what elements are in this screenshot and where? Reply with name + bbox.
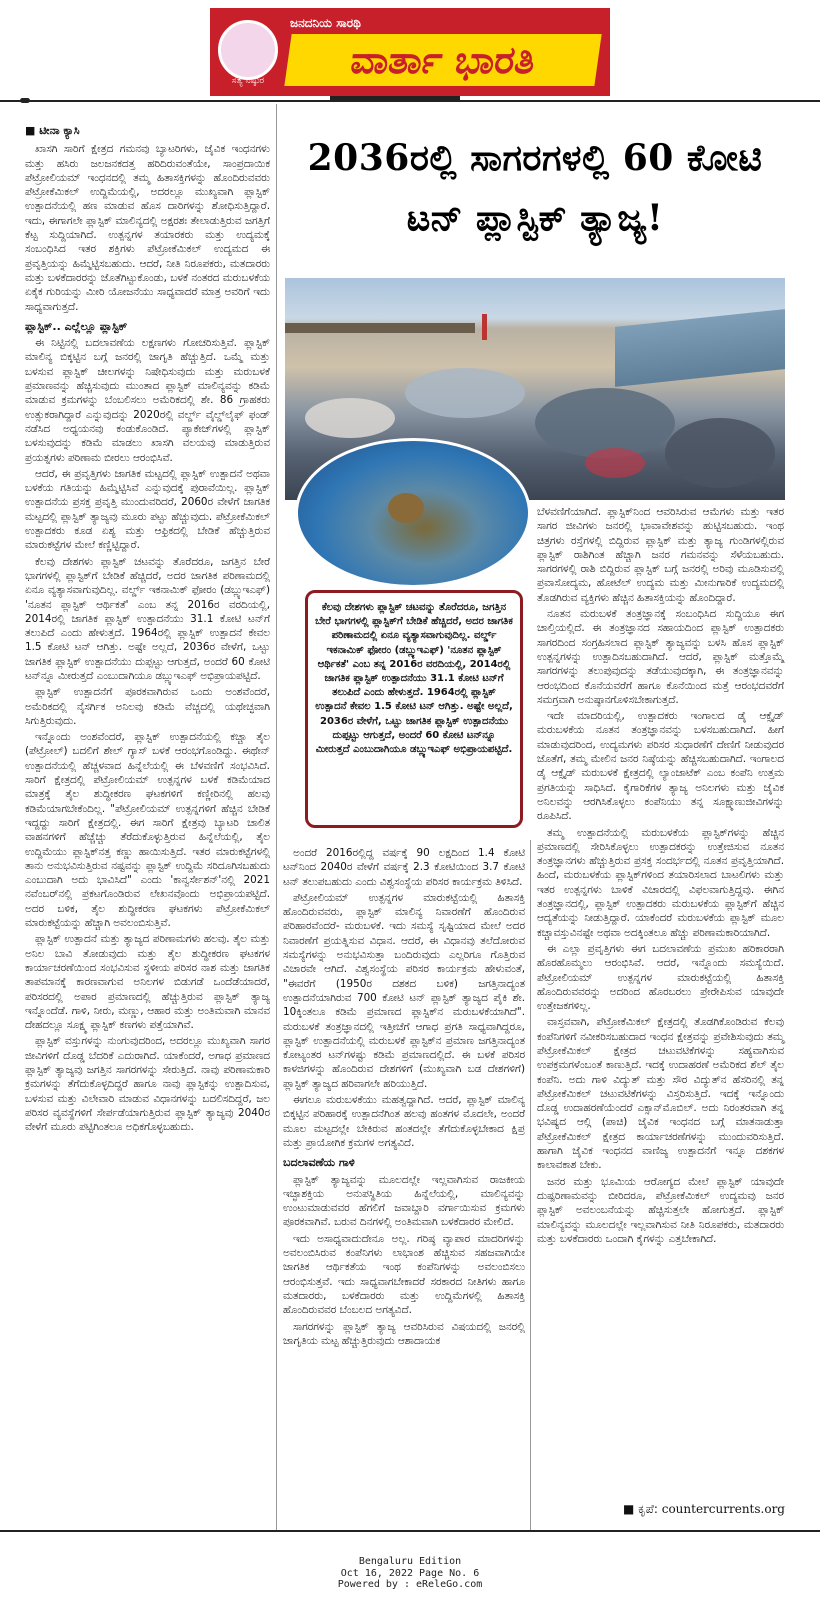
plastic-debris: [585, 448, 645, 478]
prev-article-fragment: [330, 96, 460, 102]
edition: Bengaluru Edition: [358, 1556, 462, 1567]
paragraph: ಪ್ಲಾಸ್ಟಿಕ್ ವಸ್ತುಗಳನ್ನು ನುಂಗುವುದರಿಂದ, ಅದರಲ್ಲೂ ಮುಖ್ಯವಾಗಿ ಸಾಗರ ಜೀವಿಗಳಿಗೆ ದೊಡ್ಡ ಬೆದರಿಕೆ ಎದುರಾಗಿದೆ. ಯಾಕೆಂದರೆ, ಅಗಾಧ ಪ್ರಮಾಣದ ಪ್ಲಾಸ್ಟಿಕ್ ತ್ಯಾಜ್ಯವು ಜಗತ್ತಿನ ಸಾಗರಗಳನ್ನು ಸೇರುತ್ತಿದೆ. ನಾವು ಪರಿಣಾಮಕಾರಿ ಕ್ರಮಗಳನ್ನು ತೆಗೆದುಕೊಳ್ಳದಿದ್ದರೆ ಹಾಗೂ ನಾವು ಪ್ಲಾಸ್ಟಿಕನ್ನು ಉತ್ಪಾದಿಸುವ, ಬಳಸುವ ಮತ್ತು ವಿಲೇವಾರಿ ಮಾಡುವ ವಿಧಾನಗಳನ್ನು ಬದಲಿಸದಿದ್ದರೆ, ಜಲ ಪರಿಸರ ವ್ಯವಸ್ಥೆಗಳಿಗೆ ಸೇರ್ಪಡೆಯಾಗುತ್ತಿರುವ ಪ್ಲಾಸ್ಟಿಕ್ ತ್ಯಾಜ್ಯವು 2040ರ ವೇಳೆಗೆ ಮೂರು ಪಟ್ಟಿಗಿಂತಲೂ ಅಧಿಕಗೊಳ್ಳಬಹುದು.: [25, 1035, 270, 1134]
newspaper-name: ವಾರ್ತಾ ಭಾರತಿ: [284, 34, 601, 86]
date-page: Oct 16, 2022 Page No. 6: [340, 1567, 480, 1579]
paragraph: ವಾಸ್ತವವಾಗಿ, ಪೆಟ್ರೋಕೆಮಿಕಲ್ ಕ್ಷೇತ್ರದಲ್ಲಿ ತೊಡಗಿಕೊಂಡಿರುವ ಕೆಲವು ಕಂಪೆನಿಗಳಿಗೆ ನವೀಕರಿಸಬಹುದಾದ ಇಂಧನ ಕ್ಷೇತ್ರವನ್ನು ಪ್ರವೇಶಿಸುವುದು ತಮ್ಮ ಪೆಟ್ರೋಕೆಮಿಕಲ್ ಕ್ಷೇತ್ರದ ಚಟುವಟಿಕೆಗಳನ್ನು ಸಹ್ಯವಾಗಿಸುವ ಉಪಕ್ರಮಗಳೆಂಬಂತೆ ಕಾಣುತ್ತಿದೆ. ಇದಕ್ಕೆ ಉದಾಹರಣೆ ಅಮೆರಿಕದ ಶೆಲ್ ತೈಲ ಕಂಪೆನಿ. ಅದು ಗಾಳಿ ವಿದ್ಯುತ್ ಮತ್ತು ಸೌರ ವಿದ್ಯುತ್‌ನ ಹೆಸರಿನಲ್ಲಿ ತನ್ನ ಪೆಟ್ರೋಕೆಮಿಕಲ್ ಚಟುವಟಿಕೆಗಳನ್ನು ವಿಸ್ತರಿಸುತ್ತಿದೆ. ಇದಕ್ಕೆ ಇನ್ನೊಂದು ದೊಡ್ಡ ಉದಾಹರಣೆಯೆಂದರೆ ಎಕ್ಸಾನ್‌ಮೊಬಿಲ್. ಅದು ನಿರಂತರವಾಗಿ ತನ್ನ ಭವಿಷ್ಯದ ಆಲ್ಗಿ (ಪಾಚಿ) ಜೈವಿಕ ಇಂಧನದ ಬಗ್ಗೆ ಮಾತನಾಡುತ್ತಾ ಪೆಟ್ರೋಕೆಮಿಕಲ್ ಕ್ಷೇತ್ರದ ಕಾರ್ಯಾಚರಣೆಗಳನ್ನು ಮುಂದುವರಿಸುತ್ತಿದೆ. ಹಾಗಾಗಿ ಜೈವಿಕ ಇಂಧನದ ವಾಣಿಜ್ಯ ಉತ್ಪಾದನೆಗೆ ಇನ್ನೂ ದಶಕಗಳ ಕಾಲಾವಕಾಶ ಬೇಕು.: [537, 1016, 784, 1172]
paragraph: ನೂತನ ಮರುಬಳಕೆ ತಂತ್ರಜ್ಞಾನಕ್ಕೆ ಸಂಬಂಧಿಸಿದ ಸುದ್ದಿಯೂ ಈಗ ಚಾಲ್ತಿಯಲ್ಲಿದೆ. ಈ ತಂತ್ರಜ್ಞಾನದ ಸಹಾಯದಿಂದ ಪ್ಲಾಸ್ಟಿಕ್ ಉತ್ಪಾದಕರು ಸಾಗರದಿಂದ ಸಂಗ್ರಹಿಸಲಾದ ಪ್ಲಾಸ್ಟಿಕ್ ತ್ಯಾಜ್ಯವನ್ನು ಬಳಸಿ ಹೊಸ ಪ್ಲಾಸ್ಟಿಕ್ ಉತ್ಪನ್ನಗಳನ್ನು ಉತ್ಪಾದಿಸಬಹುದಾಗಿದೆ. ಆದರೆ, ಪ್ಲಾಸ್ಟಿಕ್ ಮತ್ತೊಮ್ಮೆ ಸಾಗರಗಳನ್ನು ತಲುಪುವುದನ್ನು ತಡೆಯುವುದಕ್ಕಾಗಿ, ಈ ತಂತ್ರಜ್ಞಾನವನ್ನು ಆರಂಭದಿಂದ ಕೊನೆಯವರೆಗೆ ಹಾಗೂ ಕೊನೆಯಿಂದ ಮತ್ತೆ ಆರಂಭದವರೆಗೆ ಸಮಗ್ರವಾಗಿ ಅನುಷ್ಠಾನಗೊಳಿಸಬೇಕಾಗುತ್ತದೆ.: [537, 608, 784, 706]
turtle-head: [388, 493, 424, 523]
prev-article-fragment: [20, 98, 30, 103]
masthead: [210, 8, 610, 96]
paragraph: ಈ ಎಲ್ಲಾ ಪ್ರವೃತ್ತಿಗಳು ಈಗ ಬದಲಾವಣೆಯ ಪ್ರಮುಖ ಹರಿಕಾರರಾಗಿ ಹೊರಹೊಮ್ಮಲು ಆರಂಭಿಸಿವೆ. ಆದರೆ, ಇನ್ನೊಂದು ಸಮಸ್ಯೆಯಿದೆ. ಪೆಟ್ರೋಲಿಯಮ್ ಉತ್ಪನ್ನಗಳ ಮಾರುಕಟ್ಟೆಯಲ್ಲಿ ಹಿತಾಸಕ್ತಿ ಹೊಂದಿರುವವರನ್ನು ಅದರಿಂದ ಹೊರಬರಲು ಪ್ರೇರೇಪಿಸುವ ಯಾವುದೇ ಉತ್ತೇಜಕಗಳಿಲ್ಲ.: [537, 942, 784, 1013]
credit-label: ■ ಕೃಪೆ:: [622, 1502, 658, 1516]
sea-area: [615, 309, 785, 387]
paragraph: ಕೆಲವು ದೇಶಗಳು ಪ್ಲಾಸ್ಟಿಕ್ ಚಟವನ್ನು ತೊರೆದರೂ, ಜಗತ್ತಿನ ಬೇರೆ ಭಾಗಗಳಲ್ಲಿ ಪ್ಲಾಸ್ಟಿಕ್‌ಗೆ ಬೇಡಿಕೆ ಹೆಚ್ಚಿದರೆ, ಅದರ ಜಾಗತಿಕ ಪರಿಣಾಮದಲ್ಲಿ ಏನೂ ವ್ಯತ್ಯಾಸವಾಗುವುದಿಲ್ಲ. ವರ್ಲ್ಡ್ ಇಕನಾಮಿಕ್ ಫೋರಂ (ಡಬ್ಲ್ಯುಇಎಫ್) 'ನೂತನ ಪ್ಲಾಸ್ಟಿಕ್ ಆರ್ಥಿಕತೆ' ಎಂಬ ತನ್ನ 2016ರ ವರದಿಯಲ್ಲಿ, 2014ರಲ್ಲಿ ಜಾಗತಿಕ ಪ್ಲಾಸ್ಟಿಕ್ ಉತ್ಪಾದನೆಯು 31.1 ಕೋಟಿ ಟನ್‌ಗೆ ತಲುಪಿದೆ ಎಂದು ಹೇಳುತ್ತದೆ. 1964ರಲ್ಲಿ ಪ್ಲಾಸ್ಟಿಕ್ ಉತ್ಪಾದನೆ ಕೇವಲ 1.5 ಕೋಟಿ ಟನ್ ಆಗಿತ್ತು. ಅಷ್ಟೇ ಅಲ್ಲದೆ, 2036ರ ವೇಳೆಗೆ, ಒಟ್ಟು ಜಾಗತಿಕ ಪ್ಲಾಸ್ಟಿಕ್ ಉತ್ಪಾದನೆಯು ದುಪ್ಪಟ್ಟು ಆಗುತ್ತದೆ, ಅಂದರೆ 60 ಕೋಟಿ ಟನ್‌ನ್ನೂ ಮೀರುತ್ತದೆ ಎಂಬುದಾಗಿಯೂ ಡಬ್ಲ್ಯುಇಎಫ್ ಅಭಿಪ್ರಾಯಪಟ್ಟಿದೆ.: [25, 555, 270, 682]
lighthouse: [482, 314, 487, 340]
pull-quote: ಕೆಲವು ದೇಶಗಳು ಪ್ಲಾಸ್ಟಿಕ್ ಚಟವನ್ನು ತೊರೆದರೂ, ಜಗತ್ತಿನ ಬೇರೆ ಭಾಗಗಳಲ್ಲಿ ಪ್ಲಾಸ್ಟಿಕ್‌ಗೆ ಬೇಡಿಕೆ ಹೆಚ್ಚಿದರೆ, ಅದರ ಜಾಗತಿಕ ಪರಿಣಾಮದಲ್ಲಿ ಏನೂ ವ್ಯತ್ಯಾಸವಾಗುವುದಿಲ್ಲ. ವರ್ಲ್ಡ್ ಇಕನಾಮಿಕ್ ಫೋರಂ (ಡಬ್ಲ್ಯುಇಎಫ್) 'ನೂತನ ಪ್ಲಾಸ್ಟಿಕ್ ಆರ್ಥಿಕತೆ' ಎಂಬ ತನ್ನ 2016ರ ವರದಿಯಲ್ಲಿ, 2014ರಲ್ಲಿ ಜಾಗತಿಕ ಪ್ಲಾಸ್ಟಿಕ್ ಉತ್ಪಾದನೆಯು 31.1 ಕೋಟಿ ಟನ್‌ಗೆ ತಲುಪಿದೆ ಎಂದು ಹೇಳುತ್ತದೆ. 1964ರಲ್ಲಿ ಪ್ಲಾಸ್ಟಿಕ್ ಉತ್ಪಾದನೆ ಕೇವಲ 1.5 ಕೋಟಿ ಟನ್ ಆಗಿತ್ತು. ಅಷ್ಟೇ ಅಲ್ಲದೆ, 2036ರ ವೇಳೆಗೆ, ಒಟ್ಟು ಜಾಗತಿಕ ಪ್ಲಾಸ್ಟಿಕ್ ಉತ್ಪಾದನೆಯು ದುಪ್ಪಟ್ಟು ಆಗುತ್ತದೆ, ಅಂದರೆ 60 ಕೋಟಿ ಟನ್‌ನ್ನೂ ಮೀರುತ್ತದೆ ಎಂಬುದಾಗಿಯೂ ಡಬ್ಲ್ಯುಇಎಫ್ ಅಭಿಪ್ರಾಯಪಟ್ಟಿದೆ.: [305, 590, 523, 828]
turtle-photo: [295, 438, 531, 588]
paragraph: ಈ ನಿಟ್ಟಿನಲ್ಲಿ ಬದಲಾವಣೆಯ ಲಕ್ಷಣಗಳು ಗೋಚರಿಸುತ್ತಿವೆ. ಪ್ಲಾಸ್ಟಿಕ್ ಮಾಲಿನ್ಯ ಬಿಕ್ಕಟ್ಟಿನ ಬಗ್ಗೆ ಜನರಲ್ಲಿ ಜಾಗೃತಿ ಹೆಚ್ಚುತ್ತಿದೆ. ಒಮ್ಮೆ ಮತ್ತು ಬಳಸುವ ಪ್ಲಾಸ್ಟಿಕ್ ಚೀಲಗಳನ್ನು ನಿಷೇಧಿಸುವುದು ಮತ್ತು ಮರುಬಳಕೆ ಪ್ರಮಾಣವನ್ನು ಹೆಚ್ಚಿಸುವುದು ಮುಂತಾದ ಪ್ಲಾಸ್ಟಿಕ್ ಮಾಲಿನ್ಯವನ್ನು ಕಡಿಮೆ ಮಾಡುವ ಕ್ರಮಗಳನ್ನು ಬೆಂಬಲಿಸಲು ಅಮೆರಿಕದಲ್ಲಿ ಶೇ. 86 ಗ್ರಾಹಕರು ಉತ್ಸುಕರಾಗಿದ್ದಾರೆ ಎನ್ನುವುದನ್ನು 2020ರಲ್ಲಿ ವರ್ಲ್ಡ್ ವೈಲ್ಡ್‌ಲೈಫ್ ಫಂಡ್ ನಡೆಸಿದ ಅಧ್ಯಯನವು ಕಂಡುಕೊಂಡಿದೆ. ಪ್ಯಾಕೇಜ್‌ಗಳಲ್ಲಿ ಪ್ಲಾಸ್ಟಿಕ್ ಬಳಸುವುದನ್ನು ಕಡಿಮೆ ಮಾಡಲು ಖಾಸಗಿ ವಲಯವು ಮಾಡುತ್ತಿರುವ ಪ್ರಯತ್ನಗಳು ಪರಿಣಾಮ ಬೀರಲು ಆರಂಭಿಸಿವೆ.: [25, 337, 270, 464]
article-column-2: [283, 846, 525, 1350]
byline: ■ ಟೀನಾ ಕ್ಯಾಸಿ: [25, 124, 80, 137]
plastic-debris: [665, 418, 775, 488]
logo-caption: ಸತ್ಯ ನಿಷ್ಠುರ: [231, 76, 265, 86]
paragraph: ತಮ್ಮ ಉತ್ಪಾದನೆಯಲ್ಲಿ ಮರುಬಳಕೆಯ ಪ್ಲಾಸ್ಟಿಕ್‌ಗಳನ್ನು ಹೆಚ್ಚಿನ ಪ್ರಮಾಣದಲ್ಲಿ ಸೇರಿಸಿಕೊಳ್ಳಲು ಉತ್ಪಾದಕರನ್ನು ಉತ್ತೇಜಿಸುವ ನೂತನ ತಂತ್ರಜ್ಞಾನಗಳು ಹೆಚ್ಚುತ್ತಿರುವ ಪ್ರಸಕ್ತ ಸಂದರ್ಭದಲ್ಲಿ ನೂತನ ಪ್ರವೃತ್ತಿಯಾಗಿದೆ. ಹಿಂದೆ, ಮರುಬಳಕೆಯ ಪ್ಲಾಸ್ಟಿಕ್‌ಗಳಿಂದ ತಯಾರಿಸಲಾದ ಬಾಟಲಿಗಳು ಮತ್ತು ಇತರ ಉತ್ಪನ್ನಗಳು ಬಾಳಿಕೆ ವಿಚಾರದಲ್ಲಿ ವಿಫಲವಾಗುತ್ತಿದ್ದವು. ಈಗಿನ ತಂತ್ರಜ್ಞಾನದಲ್ಲಿ, ಪ್ಲಾಸ್ಟಿಕ್ ಉತ್ಪಾದಕರು ಮರುಬಳಕೆಯ ಪ್ಲಾಸ್ಟಿಕ್‌ಗೆ ಹೆಚ್ಚಿನ ಆದ್ಯತೆಯನ್ನು ನೀಡುತ್ತಿದ್ದಾರೆ. ಯಾಕೆಂದರೆ ಮರುಬಳಕೆಯ ಪ್ಲಾಸ್ಟಿಕ್ ಮೂಲ ಕಚ್ಚಾವಸ್ತುವಿನಷ್ಟೇ ಅಥವಾ ಅದಕ್ಕಿಂತಲೂ ಹೆಚ್ಚು ಪರಿಣಾಮಕಾರಿಯಾಗಿದೆ.: [537, 826, 784, 939]
subheading: ಬದಲಾವಣೆಯ ಗಾಳಿ: [283, 1156, 355, 1170]
powered-by: Powered by : eReleGo.com: [337, 1579, 483, 1590]
paragraph: ಇದೇ ಮಾದರಿಯಲ್ಲಿ, ಉತ್ಪಾದಕರು ಇಂಗಾಲದ ಡೈ ಆಕ್ಸೈಡ್ ಮರುಬಳಕೆಯ ನೂತನ ತಂತ್ರಜ್ಞಾನವನ್ನು ಬಳಸಬಹುದಾಗಿದೆ. ಹೀಗೆ ಮಾಡುವುದರಿಂದ, ಉದ್ಯಮಗಳು ಪರಿಸರ ಸುಧಾರಣೆಗೆ ದೇಣಿಗೆ ನೀಡುವುದರ ಜೊತೆಗೆ, ತಮ್ಮ ಮೇಲಿನ ಜನರ ನಿಷ್ಠೆಯನ್ನು ಹೆಚ್ಚಿಸಬಹುದಾಗಿದೆ. ಇಂಗಾಲದ ಡೈ ಆಕ್ಸೈಡ್ ಮರುಬಳಕೆ ಕ್ಷೇತ್ರದಲ್ಲಿ ಲ್ಯಾಂಜಾಟೆಕ್ ಎಂಬ ಕಂಪೆನಿ ಉತ್ತಮ ಪ್ರಗತಿಯನ್ನು ಸಾಧಿಸಿದೆ. ಕೈಗಾರಿಕೆಗಳ ತ್ಯಾಜ್ಯ ಅನಿಲಗಳು ಮತ್ತು ಜೈವಿಕ ಅನಿಲವನ್ನು ಆರಗಿಸಿಕೊಳ್ಳಲು ಕಂಪೆನಿಯು ತನ್ನ ಸೂಕ್ಷ್ಮಾಣುಜೀವಿಗಳನ್ನು ರೂಪಿಸಿದೆ.: [537, 710, 784, 823]
paragraph: ಪ್ಲಾಸ್ಟಿಕ್ ಉತ್ಪಾದನೆ ಮತ್ತು ತ್ಯಾಜ್ಯದ ಪರಿಣಾಮಗಳು ಹಲವು. ತೈಲ ಮತ್ತು ಅನಿಲ ಬಾವಿ ತೋಡುವುದು ಮತ್ತು ತೈಲ ಶುದ್ಧೀಕರಣ ಘಟಕಗಳ ಕಾರ್ಯಾಚರಣೆಯಿಂದ ಸಂಭವಿಸುವ ಸ್ಥಳೀಯ ಪರಿಸರ ನಾಶ ಮತ್ತು ಜಾಗತಿಕ ತಾಪಮಾನಕ್ಕೆ ಕಾರಣವಾಗುವ ಅನಿಲಗಳ ಬಿಡುಗಡೆ ಒಂದೆಡೆಯಾದರೆ, ಪರಿಸರದಲ್ಲಿ ಅಪಾರ ಪ್ರಮಾಣದಲ್ಲಿ ಹೆಚ್ಚುತ್ತಿರುವ ಪ್ಲಾಸ್ಟಿಕ್ ತ್ಯಾಜ್ಯ ಇನ್ನೊಂದೆಡೆ. ಗಾಳಿ, ನೀರು, ಮಣ್ಣು, ಆಹಾರ ಮತ್ತು ಅಂತಿಮವಾಗಿ ಮಾನವ ದೇಹದಲ್ಲೂ ಸೂಕ್ಷ್ಮ ಪ್ಲಾಸ್ಟಿಕ್ ಕಣಗಳು ಪತ್ತೆಯಾಗಿವೆ.: [25, 933, 270, 1032]
masthead-tagline: ಜನದನಿಯ ಸಾರಥಿ: [290, 16, 361, 30]
paragraph: ಬೆಳವಣಿಗೆಯಾಗಿದೆ. ಪ್ಲಾಸ್ಟಿಕ್‌ನಿಂದ ಆವರಿಸಿರುವ ಆಮೆಗಳು ಮತ್ತು ಇತರ ಸಾಗರ ಜೀವಿಗಳು ಜನರಲ್ಲಿ ಭಾವಾವೇಶವನ್ನು ಹುಟ್ಟಿಸಬಹುದು. ಇಂಥ ಚಿತ್ರಗಳು ರಸ್ತೆಗಳಲ್ಲಿ ಬಿದ್ದಿರುವ ಪ್ಲಾಸ್ಟಿಕ್ ಮತ್ತು ತ್ಯಾಜ್ಯ ಗುಂಡಿಗಳಲ್ಲಿರುವ ಪ್ಲಾಸ್ಟಿಕ್ ರಾಶಿಗಿಂತ ಹೆಚ್ಚಾಗಿ ಜನರ ಗಮನವನ್ನು ಸೆಳೆಯಬಹುದು. ಸಾಗರಗಳಲ್ಲಿ ರಾಶಿ ಬಿದ್ದಿರುವ ಪ್ಲಾಸ್ಟಿಕ್ ಬಗ್ಗೆ ಜನರಲ್ಲಿ ಅರಿವು ಮೂಡಿಸುವಲ್ಲಿ ಪ್ರವಾಸೋದ್ಯಮ, ಹೋಟೆಲ್ ಉದ್ಯಮ ಮತ್ತು ಮೀನುಗಾರಿಕೆ ಉದ್ಯಮದಲ್ಲಿ ತೊಡಗಿರುವ ವ್ಯಕ್ತಿಗಳು ಹೆಚ್ಚಿನ ಹಿತಾಸಕ್ತಿಯನ್ನು ಹೊಂದಿದ್ದಾರೆ.: [537, 506, 784, 604]
paragraph: ಇದು ಅಸಾಧ್ಯವಾದುದೇನೂ ಅಲ್ಲ. ಗರಿಷ್ಠ ವ್ಯಾಪಾರ ಮಾದರಿಗಳನ್ನು ಅವಲಂಬಿಸಿರುವ ಕಂಪೆನಿಗಳು ಲಾಭಾಂಶ ಹೆಚ್ಚಿಸುವ ಸಹಜವಾಗಿಯೇ ಜಾಗತಿಕ ಆರ್ಥಿಕತೆಯ ಇಂಥ ಕಂಪೆನಿಗಳನ್ನು ಅವಲಂಬಿಸಲು ಆರಂಭಿಸುತ್ತವೆ. ಇದು ಸಾಧ್ಯವಾಗಬೇಕಾದರೆ ಸರಕಾರದ ನೀತಿಗಳು ಹಾಗೂ ಮತದಾರರು, ಬಳಕೆದಾರರು ಮತ್ತು ಉದ್ದಿಮೆಗಳಲ್ಲಿ ಹಿತಾಸಕ್ತಿ ಹೊಂದಿರುವವರ ಬೆಂಬಲದ ಅಗತ್ಯವಿದೆ.: [283, 1232, 525, 1317]
paragraph: ಪೆಟ್ರೋಲಿಯಮ್ ಉತ್ಪನ್ನಗಳ ಮಾರುಕಟ್ಟೆಯಲ್ಲಿ ಹಿತಾಸಕ್ತಿ ಹೊಂದಿರುವವರು, ಪ್ಲಾಸ್ಟಿಕ್ ಮಾಲಿನ್ಯ ನಿವಾರಣೆಗೆ ಹೊಂದಿರುವ ಪರಿಹಾರವೆಂದರೆ- ಮರುಬಳಕೆ. ಇದು ಸಮಸ್ಯೆ ಸೃಷ್ಟಿಯಾದ ಮೇಲೆ ಅದರ ನಿವಾರಣೆಗೆ ಪ್ರಯತ್ನಿಸುವ ವಿಧಾನ. ಆದರೆ, ಈ ವಿಧಾನವು ತಲೆದೋರುವ ಸಮಸ್ಯೆಗಳನ್ನು ಅನುಭವಿಸುತ್ತಾ ಬಂದಿರುವುದು ಎಲ್ಲರಿಗೂ ಗೊತ್ತಿರುವ ವಿಚಾರವೇ ಆಗಿದೆ. ವಿಶ್ವಸಂಸ್ಥೆಯ ಪರಿಸರ ಕಾರ್ಯಕ್ರಮ ಹೇಳುವಂತೆ, "ಈವರೆಗೆ (1950ರ ದಶಕದ ಬಳಿಕ) ಜಗತ್ತಿನಾದ್ಯಂತ ಉತ್ಪಾದನೆಯಾಗಿರುವ 700 ಕೋಟಿ ಟನ್ ಪ್ಲಾಸ್ಟಿಕ್ ತ್ಯಾಜ್ಯದ ಪೈಕಿ ಶೇ. 10ಕ್ಕಿಂತಲೂ ಕಡಿಮೆ ಪ್ರಮಾಣದ ಪ್ಲಾಸ್ಟಿಕ್‌ನ ಮರುಬಳಕೆಯಾಗಿದೆ". ಮರುಬಳಕೆ ತಂತ್ರಜ್ಞಾನದಲ್ಲಿ ಇತ್ತೀಚೆಗೆ ಆಗಾಧ ಪ್ರಗತಿ ಸಾಧ್ಯವಾಗಿದ್ದರೂ, ಪ್ಲಾಸ್ಟಿಕ್ ಉತ್ಪಾದನೆಯಲ್ಲಿ ಮರುಬಳಕೆ ಪ್ಲಾಸ್ಟಿಕ್‌ನ ಪ್ರಮಾಣ ಜಗತ್ತಿನಾದ್ಯಂತ ಕೋಟ್ಯಂತರ ಟನ್‌ಗಳಷ್ಟು ಕಡಿಮೆ ಪ್ರಮಾಣದಲ್ಲಿದೆ. ಈ ಬಳಕೆ ಪರಿಸರ ಕಾಳಜಿಗಳನ್ನು ಹೊಂದಿರುವ ದೇಶಗಳಿಗೆ (ಮುಖ್ಯವಾಗಿ ಬಡ ದೇಶಗಳಿಗೆ) ಪ್ಲಾಸ್ಟಿಕ್ ತ್ಯಾಜ್ಯದ ಹರಿವಾಗಲೇ ಹರಿಯುತ್ತಿದೆ.: [283, 891, 525, 1090]
newspaper-logo-icon: [218, 20, 278, 80]
paragraph: ಅಂದರೆ 2016ರಲ್ಲಿದ್ದ ವರ್ಷಕ್ಕೆ 90 ಲಕ್ಷದಿಂದ 1.4 ಕೋಟಿ ಟನ್‌ನಿಂದ 2040ರ ವೇಳೆಗೆ ವರ್ಷಕ್ಕೆ 2.3 ಕೋಟಿಯಿಂದ 3.7 ಕೋಟಿ ಟನ್ ತಲುಪಬಹುದು ಎಂದು ವಿಶ್ವಸಂಸ್ಥೆಯ ಪರಿಸರ ಕಾರ್ಯಕ್ರಮ ತಿಳಿಸಿದೆ.: [283, 847, 525, 888]
paragraph: ಖಾಸಗಿ ಸಾರಿಗೆ ಕ್ಷೇತ್ರದ ಗಮನವು ಬ್ಯಾಟರಿಗಳು, ಜೈವಿಕ ಇಂಧನಗಳು ಮತ್ತು ಹಸಿರು ಜಲಜನಕದತ್ತ ಹರಿದಿರುವಂತೆಯೇ, ಸಾಂಪ್ರದಾಯಿಕ ಪೆಟ್ರೋಲಿಯಮ್ ಇಂಧನದಲ್ಲಿ ತಮ್ಮ ಹಿತಾಸಕ್ತಿಗಳನ್ನು ಹೊಂದಿರುವವರು ಪೆಟ್ರೋಕೆಮಿಕಲ್ ಉದ್ದಿಮೆಯಲ್ಲಿ, ಅದರಲ್ಲೂ ಮುಖ್ಯವಾಗಿ ಪ್ಲಾಸ್ಟಿಕ್ ಉತ್ಪಾದನೆಯಲ್ಲಿ ಹಣ ಮಾಡುವ ಹೊಸ ದಾರಿಗಳನ್ನು ಶೋಧಿಸುತ್ತಿದ್ದಾರೆ. ಇದು, ಈಗಾಗಲೇ ಪ್ಲಾಸ್ಟಿಕ್ ಮಾಲಿನ್ಯದಲ್ಲಿ ಅಕ್ಷರಶಃ ತೇಲಾಡುತ್ತಿರುವ ಜಗತ್ತಿಗೆ ಕೆಟ್ಟ ಸುದ್ದಿಯಾಗಿದೆ. ಉತ್ಪನ್ನಗಳ ತಯಾರಕರು ಮತ್ತು ಉದ್ಯಮಕ್ಕೆ ಸಂಬಂಧಿಸಿದ ಇತರ ಶಕ್ತಿಗಳು ಪೆಟ್ರೋಕೆಮಿಕಲ್ ಉದ್ಯಮದ ಈ ಪ್ರವೃತ್ತಿಯನ್ನು ಹಿಮ್ಮೆಟ್ಟಿಸಬಹುದು. ಆದರೆ, ನೀತಿ ನಿರೂಪಕರು, ಮತದಾರರು ಮತ್ತು ಬಳಕೆದಾರರನ್ನು ಜೊತೆಗಿಟ್ಟುಕೊಂಡು, ಬಳಕೆ ನಂತರದ ಮರುಬಳಕೆಯ ಏಕೈಕ ಗುರಿಯನ್ನು ಮೀರಿ ಯೋಜನೆಯು ಸಾಧ್ಯವಾದರೆ ಮಾತ್ರ ಅವರಿಗೆ ಇದು ಸಾಧ್ಯವಾಗುತ್ತದೆ.: [25, 143, 270, 313]
column-divider: [530, 840, 531, 1530]
paragraph: ಪ್ಲಾಸ್ಟಿಕ್ ಉತ್ಪಾದನೆಗೆ ಪೂರಕವಾಗಿರುವ ಒಂದು ಅಂಶವೆಂದರೆ, ಅಮೆರಿಕದಲ್ಲಿ ನೈಸರ್ಗಿಕ ಅನಿಲವು ಕಡಿಮೆ ವೆಚ್ಚದಲ್ಲಿ ಯಥೇಚ್ಛವಾಗಿ ಸಿಗುತ್ತಿರುವುದು.: [25, 686, 270, 727]
plastic-debris: [405, 368, 525, 418]
article-column-1: [25, 124, 270, 1136]
plastic-debris: [305, 398, 395, 438]
paragraph: ಸಾಗರಗಳನ್ನು ಪ್ಲಾಸ್ಟಿಕ್ ತ್ಯಾಜ್ಯ ಆವರಿಸಿರುವ ವಿಷಯದಲ್ಲಿ ಜನರಲ್ಲಿ ಜಾಗೃತಿಯ ಮಟ್ಟ ಹೆಚ್ಚುತ್ತಿರುವುದು ಆಶಾದಾಯಕ: [283, 1320, 525, 1347]
page-footer: [0, 1556, 820, 1591]
bottom-rule: [0, 1530, 820, 1532]
column-divider: [276, 104, 277, 1530]
plastic-debris: [535, 388, 675, 458]
article-headline: 2036ರಲ್ಲಿ ಸಾಗರಗಳಲ್ಲಿ 60 ಕೋಟಿ ಟನ್ ಪ್ಲಾಸ್ಟಿಕ್ ತ್ಯಾಜ್ಯ!: [307, 137, 763, 239]
article-column-3: [537, 505, 784, 1248]
paragraph: ಈಗಲೂ ಮರುಬಳಕೆಯು ಮಹತ್ವದ್ದಾಗಿದೆ. ಆದರೆ, ಪ್ಲಾಸ್ಟಿಕ್ ಮಾಲಿನ್ಯ ಬಿಕ್ಕಟ್ಟಿನ ಪರಿಹಾರಕ್ಕೆ ಉತ್ಪಾದನೆಗಿಂತ ಹಲವು ಹಂತಗಳ ಮೊದಲೇ, ಅಂದರೆ ಮೂಲ ಮಟ್ಟದಲ್ಲೇ ಬೇಕಿರುವ ಹಂತದಲ್ಲೇ ತೆಗೆದುಕೊಳ್ಳಬೇಕಾದ ಕ್ಷಿಪ್ರ ಮತ್ತು ಪ್ರಾಯೋಗಿಕ ಕ್ರಮಗಳ ಅಗತ್ಯವಿದೆ.: [283, 1094, 525, 1149]
pier: [285, 323, 475, 333]
paragraph: ಇನ್ನೊಂದು ಅಂಶವೆಂದರೆ, ಪ್ಲಾಸ್ಟಿಕ್ ಉತ್ಪಾದನೆಯಲ್ಲಿ ಕಚ್ಚಾ ತೈಲ (ಪೆಟ್ರೋಲ್) ಬದಲಿಗೆ ಶೇಲ್ ಗ್ಯಾಸ್ ಬಳಕೆ ಆರಂಭಗೊಂಡಿದ್ದು. ಈಥೇನ್ ಉತ್ಪಾದನೆಯಲ್ಲಿ ಹೆಚ್ಚಳವಾದ ಹಿನ್ನೆಲೆಯಲ್ಲಿ ಈ ಬೆಳವಣಿಗೆ ಸಂಭವಿಸಿದೆ. ಸಾರಿಗೆ ಕ್ಷೇತ್ರದಲ್ಲಿ ಪೆಟ್ರೋಲಿಯಮ್ ಉತ್ಪನ್ನಗಳ ಬಳಕೆ ಕಡಿಮೆಯಾದ ಮಾತ್ರಕ್ಕೆ ತೈಲ ಶುದ್ಧೀಕರಣ ಘಟಕಗಳಿಗೆ ಕಣ್ಣೀರಿನಲ್ಲಿ ಹಲವು ಕಡಿಮೆಯಾಗಬೇಕೆಂದಿಲ್ಲ. "ಪೆಟ್ರೋಲಿಯಮ್ ಉತ್ಪನ್ನಗಳಿಗೆ ಹೆಚ್ಚಿನ ಬೇಡಿಕೆ ಇದ್ದದ್ದು ಸಾರಿಗೆ ಕ್ಷೇತ್ರದಲ್ಲಿ. ಈಗ ಸಾರಿಗೆ ಕ್ಷೇತ್ರವು ಬ್ಯಾಟರಿ ಚಾಲಿತ ವಾಹನಗಳಿಗೆ ಹೆಚ್ಚೆಚ್ಚು ತೆರೆದುಕೊಳ್ಳುತ್ತಿರುವ ಹಿನ್ನೆಲೆಯಲ್ಲಿ, ತೈಲ ಉದ್ದಿಮೆಯು ಪ್ಲಾಸ್ಟಿಕ್‌ನತ್ತ ಕಣ್ಣು ಹಾಯಿಸುತ್ತಿದೆ. ಇತರ ಮಾರುಕಟ್ಟೆಗಳಲ್ಲಿ ತಾನು ಅನುಭವಿಸುತ್ತಿರುವ ನಷ್ಟವನ್ನು ಪ್ಲಾಸ್ಟಿಕ್ ಉದ್ದಿಮೆ ಸರಿದೂಗಿಸಬಹುದು ಎಂಬುದಾಗಿ ಅದು ಭಾವಿಸಿದೆ" ಎಂದು 'ಕಾನ್ವರ್ಸೇಶನ್'ನಲ್ಲಿ 2021 ನವೆಂಬರ್‌ನಲ್ಲಿ ಪ್ರಕಟಗೊಂಡಿರುವ ಲೇಖನವೊಂದು ಅಭಿಪ್ರಾಯಪಟ್ಟಿದೆ. ಅದರ ಬಳಿಕ, ತೈಲ ಶುದ್ಧೀಕರಣ ಘಟಕಗಳು ಪೆಟ್ರೋಕೆಮಿಕಲ್ ಮಾರುಕಟ್ಟೆಯನ್ನು ಹೆಚ್ಚಾಗಿ ಅವಲಂಬಿಸುತ್ತಿವೆ.: [25, 731, 270, 930]
subheading: ಪ್ಲಾಸ್ಟಿಕ್.. ಎಲ್ಲೆಲ್ಲೂ ಪ್ಲಾಸ್ಟಿಕ್: [25, 319, 128, 333]
credit-line: [620, 1502, 785, 1517]
paragraph: ಜನರ ಮತ್ತು ಭೂಮಿಯ ಆರೋಗ್ಯದ ಮೇಲೆ ಪ್ಲಾಸ್ಟಿಕ್ ಯಾವುದೇ ದುಷ್ಪರಿಣಾಮವನ್ನು ಬೀರಿದರೂ, ಪೆಟ್ರೋಕೆಮಿಕಲ್ ಉದ್ಯಮವು ಜನರ ಪ್ಲಾಸ್ಟಿಕ್ ಅವಲಂಬನೆಯನ್ನು ಹೆಚ್ಚಿಸುತ್ತಲೇ ಹೋಗುತ್ತದೆ. ಪ್ಲಾಸ್ಟಿಕ್ ಮಾಲಿನ್ಯವನ್ನು ಮೂಲದಲ್ಲೇ ಇಲ್ಲವಾಗಿಸುವ ನೀತಿ ನಿರೂಪಕರು, ಮತದಾರರು ಮತ್ತು ಬಳಕೆದಾರರು ಒಂದಾಗಿ ಕೈಗಳನ್ನು ಎತ್ತಬೇಕಾಗಿದೆ.: [537, 1175, 784, 1245]
credit-source: countercurrents.org: [661, 1502, 785, 1516]
paragraph: ಆದರೆ, ಈ ಪ್ರವೃತ್ತಿಗಳು ಜಾಗತಿಕ ಮಟ್ಟದಲ್ಲಿ ಪ್ಲಾಸ್ಟಿಕ್ ಉತ್ಪಾದನೆ ಅಥವಾ ಬಳಕೆಯ ಗತಿಯನ್ನು ಹಿಮ್ಮೆಟ್ಟಿಸಿವೆ ಎನ್ನುವುದಕ್ಕೆ ಪುರಾವೆಯಿಲ್ಲ. ಪ್ಲಾಸ್ಟಿಕ್ ಉತ್ಪಾದನೆಯ ಪ್ರಸಕ್ತ ಪ್ರವೃತ್ತಿ ಮುಂದುವರಿದರೆ, 2060ರ ವೇಳೆಗೆ ಜಾಗತಿಕ ಮಟ್ಟದಲ್ಲಿ ಪ್ಲಾಸ್ಟಿಕ್ ತ್ಯಾಜ್ಯವು ಮೂರು ಪಟ್ಟು ಹೆಚ್ಚುವುದು. ಪೆಟ್ರೋಕೆಮಿಕಲ್ ಉತ್ಪಾದಕರು ಕೂಡ ಏಶ್ಯ ಮತ್ತು ಆಫ್ರಿಕದಲ್ಲಿ ಬೇಡಿಕೆ ಹೆಚ್ಚುತ್ತಿರುವ ಮಾರುಕಟ್ಟೆಗಳ ಮೇಲೆ ಕಣ್ಣಿಟ್ಟಿದ್ದಾರೆ.: [25, 467, 270, 552]
paragraph: ಪ್ಲಾಸ್ಟಿಕ್ ತ್ಯಾಜ್ಯವನ್ನು ಮೂಲದಲ್ಲೇ ಇಲ್ಲವಾಗಿಸುವ ರಾಜಕೀಯ ಇಚ್ಛಾಶಕ್ತಿಯ ಅನುಪಸ್ಥಿತಿಯ ಹಿನ್ನೆಲೆಯಲ್ಲಿ, ಮಾಲಿನ್ಯವನ್ನು ಉಂಟುಮಾಡುವವರ ಹೆಗಲಿಗೆ ಜವಾಬ್ದಾರಿ ವರ್ಗಾಯಿಸುವ ಕ್ರಮಗಳು ಪೂರಕವಾಗಿವೆ. ಬರುವ ದಿನಗಳಲ್ಲಿ ಅಂತಿಮವಾಗಿ ಬಳಕೆದಾರರ ಮೇಲಿದೆ.: [283, 1173, 525, 1229]
